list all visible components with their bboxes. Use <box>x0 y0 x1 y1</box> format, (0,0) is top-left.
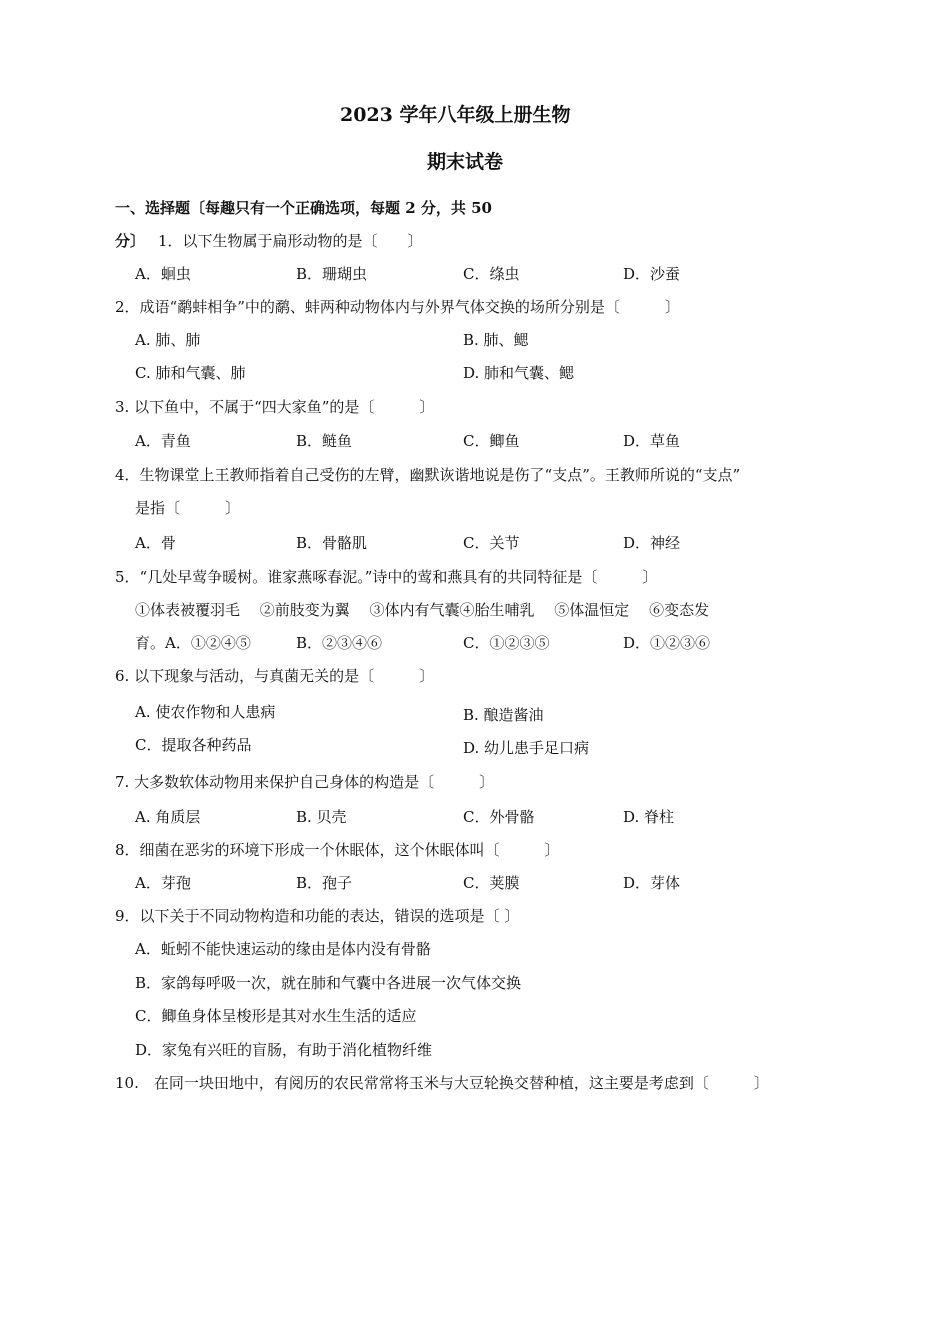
question-5-choices: ①体表被覆羽毛 ②前肢变为翼 ③体内有气囊④胎生哺乳 ⑤体温恒定 ⑥变态发 <box>135 601 710 619</box>
q5-option-c: C．①②③⑤ <box>463 634 550 652</box>
question-8-stem: 8．细菌在恶劣的环境下形成一个休眠体，这个休眠体叫〔 〕 <box>115 841 560 859</box>
q4-option-d: D．神经 <box>623 534 681 552</box>
q6-option-c: C．提取各种药品 <box>135 736 252 754</box>
q2-option-c: C. 肺和气囊、肺 <box>135 364 246 382</box>
q6-option-b: B. 酿造酱油 <box>463 706 544 724</box>
q1-option-b: B．珊瑚虫 <box>296 265 368 283</box>
question-1-stem: 1．以下生物属于扁形动物的是〔 〕 <box>158 232 423 250</box>
q9-option-c: C．鲫鱼身体呈梭形是其对水生生活的适应 <box>135 1007 417 1025</box>
question-5-stem: 5．“几处早莺争暖树。谁家燕啄春泥。”诗中的莺和燕具有的共同特征是〔 〕 <box>115 568 658 586</box>
q8-option-d: D．芽体 <box>623 874 681 892</box>
q5-option-a: 育。A．①②④⑤ <box>135 634 251 652</box>
q2-option-d: D. 肺和气囊、鳃 <box>463 364 575 382</box>
q9-option-a: A．蚯蚓不能快速运动的缘由是体内没有骨骼 <box>135 940 431 958</box>
q3-option-b: B．鲢鱼 <box>296 432 353 450</box>
q2-option-b: B. 肺、鳃 <box>463 331 529 349</box>
q7-option-b: B. 贝壳 <box>296 808 347 826</box>
page-title: 2023 学年八年级上册生物 <box>340 104 571 126</box>
section-heading-cont: 分〕 <box>115 232 146 250</box>
page-subtitle: 期末试卷 <box>427 151 504 173</box>
q4-option-b: B．骨骼肌 <box>296 534 368 552</box>
question-4-stem-cont: 是指〔 〕 <box>135 499 241 517</box>
q4-option-a: A．骨 <box>135 534 176 552</box>
q7-option-c: C．外骨骼 <box>463 808 535 826</box>
q4-option-c: C．关节 <box>463 534 520 552</box>
q8-option-b: B．孢子 <box>296 874 353 892</box>
q7-option-d: D. 脊柱 <box>623 808 675 826</box>
question-7-stem: 7. 大多数软体动物用来保护自己身体的构造是〔 〕 <box>115 773 495 791</box>
question-9-stem: 9．以下关于不同动物构造和功能的表达，错误的选项是〔 〕 <box>115 907 520 925</box>
section-heading: 一、选择题〔每趣只有一个正确选项，每题 2 分，共 50 <box>115 199 492 217</box>
question-6-stem: 6. 以下现象与活动，与真菌无关的是〔 〕 <box>115 667 435 685</box>
q5-option-b: B．②③④⑥ <box>296 634 383 652</box>
q3-option-a: A．青鱼 <box>135 432 191 450</box>
q8-option-c: C．荚膜 <box>463 874 520 892</box>
q9-option-b: B．家鸽每呼吸一次，就在肺和气囊中各进展一次气体交换 <box>135 974 522 992</box>
q7-option-a: A. 角质层 <box>135 808 201 826</box>
question-10-stem: 10. 在同一块田地中，有阅历的农民常常将玉米与大豆轮换交替种植，这主要是考虑到〔 〕 <box>115 1074 769 1092</box>
q1-option-a: A．蛔虫 <box>135 265 191 283</box>
q3-option-d: D．草鱼 <box>623 432 681 450</box>
q1-option-d: D．沙蚕 <box>623 265 681 283</box>
question-4-stem: 4．生物课堂上王教师指着自己受伤的左臂，幽默诙谐地说是伤了“支点”。王教师所说的“支点” <box>115 466 741 484</box>
q6-option-a: A. 使农作物和人患病 <box>135 703 276 721</box>
q6-option-d: D. 幼儿患手足口病 <box>463 739 590 757</box>
question-2-stem: 2．成语“鹬蚌相争”中的鹬、蚌两种动物体内与外界气体交换的场所分别是〔 〕 <box>115 298 680 316</box>
q5-option-d: D．①②③⑥ <box>623 634 711 652</box>
question-3-stem: 3. 以下鱼中，不属于“四大家鱼”的是〔 〕 <box>115 398 435 416</box>
q2-option-a: A. 肺、肺 <box>135 331 201 349</box>
q3-option-c: C．鲫鱼 <box>463 432 520 450</box>
q1-option-c: C．绦虫 <box>463 265 520 283</box>
q8-option-a: A．芽孢 <box>135 874 191 892</box>
q9-option-d: D．家兔有兴旺的盲肠，有助于消化植物纤维 <box>135 1041 433 1059</box>
